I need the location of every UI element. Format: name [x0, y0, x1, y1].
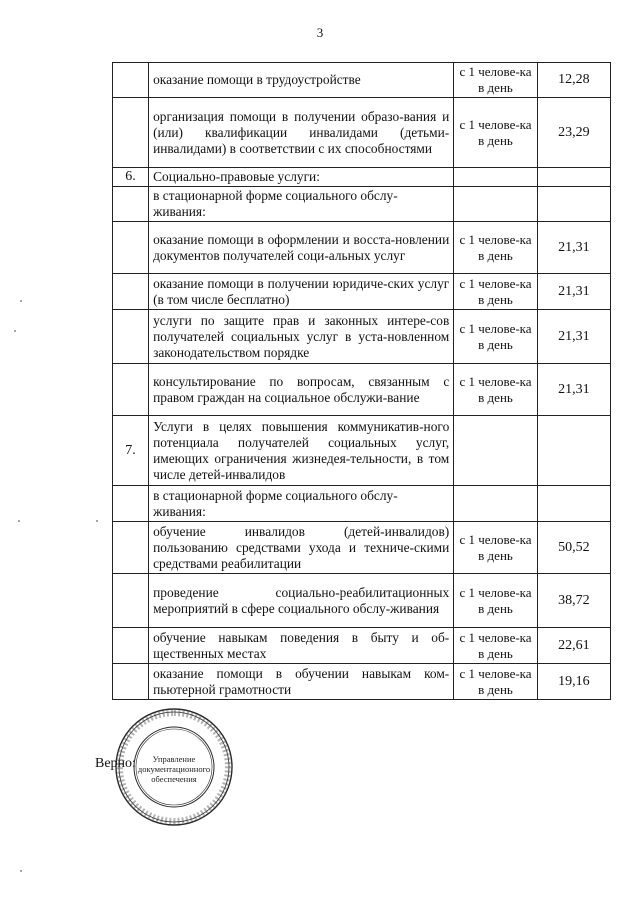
- unit-of-service: [454, 486, 538, 522]
- table-row: [113, 522, 611, 574]
- tariff-value: 38,72: [537, 574, 610, 628]
- table-row: [113, 310, 611, 364]
- service-subgroup-title: в стационарной форме социального обслу-живания:: [149, 486, 454, 522]
- row-number: [113, 222, 149, 274]
- tariff-value: [537, 168, 610, 187]
- table-row: [113, 364, 611, 416]
- row-number: [113, 664, 149, 700]
- service-name: оказание помощи в обучении навыкам ком-пьютерной грамотности: [149, 664, 454, 700]
- tariff-value: 23,29: [537, 98, 610, 168]
- unit-of-service: с 1 челове-ка в день: [454, 574, 538, 628]
- scan-speck: [18, 520, 20, 522]
- services-table: [112, 62, 611, 700]
- row-number: 7.: [113, 416, 149, 486]
- unit-of-service: с 1 челове-ка в день: [454, 98, 538, 168]
- unit-of-service: [454, 168, 538, 187]
- service-name: оказание помощи в трудоустройстве: [149, 63, 454, 98]
- service-name: проведение социально-реабилитационных мероприятий в сфере социального обслу-живания: [149, 574, 454, 628]
- row-number: [113, 628, 149, 664]
- row-number: [113, 63, 149, 98]
- unit-of-service: с 1 челове-ка в день: [454, 364, 538, 416]
- unit-of-service: с 1 челове-ка в день: [454, 522, 538, 574]
- scan-speck: [14, 330, 16, 332]
- service-name: консультирование по вопросам, связанным с правом граждан на социальное обслужи-вание: [149, 364, 454, 416]
- scan-speck: [20, 870, 22, 872]
- scan-speck: [20, 300, 22, 302]
- tariff-value: 21,31: [537, 310, 610, 364]
- row-number: [113, 486, 149, 522]
- tariff-value: 21,31: [537, 222, 610, 274]
- page-number: 3: [316, 25, 324, 40]
- tariff-value: 50,52: [537, 522, 610, 574]
- table-row: [113, 416, 611, 486]
- service-subgroup-title: в стационарной форме социального обслу-живания:: [149, 187, 454, 222]
- service-name: [149, 310, 454, 364]
- tariff-value: [537, 187, 610, 222]
- service-name-text: услуги по защите прав и законных интере-сов получателей социальных услуг в уста-новленном законодательством порядке: [153, 312, 450, 360]
- tariff-value: 22,61: [537, 628, 610, 664]
- service-group-title: Услуги в целях повышения коммуникатив-ного потенциала получателей социальных услуг, имеющих ограничения жизнедея-тельности, в том числе детей-инвалидов: [149, 416, 454, 486]
- table-row: [113, 187, 611, 222]
- service-group-title: Социально-правовые услуги:: [149, 168, 454, 187]
- table-row: [113, 664, 611, 700]
- table-row: [113, 98, 611, 168]
- unit-of-service: [454, 187, 538, 222]
- tariff-value: 12,28: [537, 63, 610, 98]
- unit-of-service: [454, 416, 538, 486]
- scan-speck: [96, 520, 98, 522]
- unit-of-service: с 1 челове-ка в день: [454, 664, 538, 700]
- table-row: [113, 63, 611, 98]
- unit-of-service: с 1 челове-ка в день: [454, 63, 538, 98]
- row-number: [113, 274, 149, 310]
- row-number: [113, 574, 149, 628]
- seal-center-text: Управление документационного обеспечения: [137, 754, 211, 784]
- table-row: [113, 628, 611, 664]
- tariff-value: 21,31: [537, 364, 610, 416]
- certification-label: Верно:: [95, 756, 136, 771]
- tariff-value: 19,16: [537, 664, 610, 700]
- tariff-value: [537, 486, 610, 522]
- table-row: [113, 274, 611, 310]
- services-table-body: [113, 63, 611, 700]
- service-name: обучение инвалидов (детей-инвалидов) пользованию средствами ухода и техниче-скими средствами реабилитации: [149, 522, 454, 574]
- table-row: [113, 486, 611, 522]
- service-name: обучение навыкам поведения в быту и об-щественных местах: [149, 628, 454, 664]
- table-row: [113, 222, 611, 274]
- unit-of-service: с 1 челове-ка в день: [454, 222, 538, 274]
- service-name: организация помощи в получении образо-вания и (или) квалификации инвалидами (детьми-инвалидами) в соответствии с их способностями: [149, 98, 454, 168]
- unit-of-service: с 1 челове-ка в день: [454, 274, 538, 310]
- service-name: оказание помощи в оформлении и восста-новлении документов получателей соци-альных услуг: [149, 222, 454, 274]
- row-number: [113, 310, 149, 364]
- unit-of-service: с 1 челове-ка в день: [454, 310, 538, 364]
- table-row: [113, 574, 611, 628]
- row-number: [113, 187, 149, 222]
- service-name: оказание помощи в получении юридиче-ских услуг (в том числе бесплатно): [149, 274, 454, 310]
- row-number: [113, 98, 149, 168]
- row-number: [113, 522, 149, 574]
- tariff-value: [537, 416, 610, 486]
- unit-of-service: с 1 челове-ка в день: [454, 628, 538, 664]
- row-number: 6.: [113, 168, 149, 187]
- table-row: [113, 168, 611, 187]
- tariff-value: 21,31: [537, 274, 610, 310]
- row-number: [113, 364, 149, 416]
